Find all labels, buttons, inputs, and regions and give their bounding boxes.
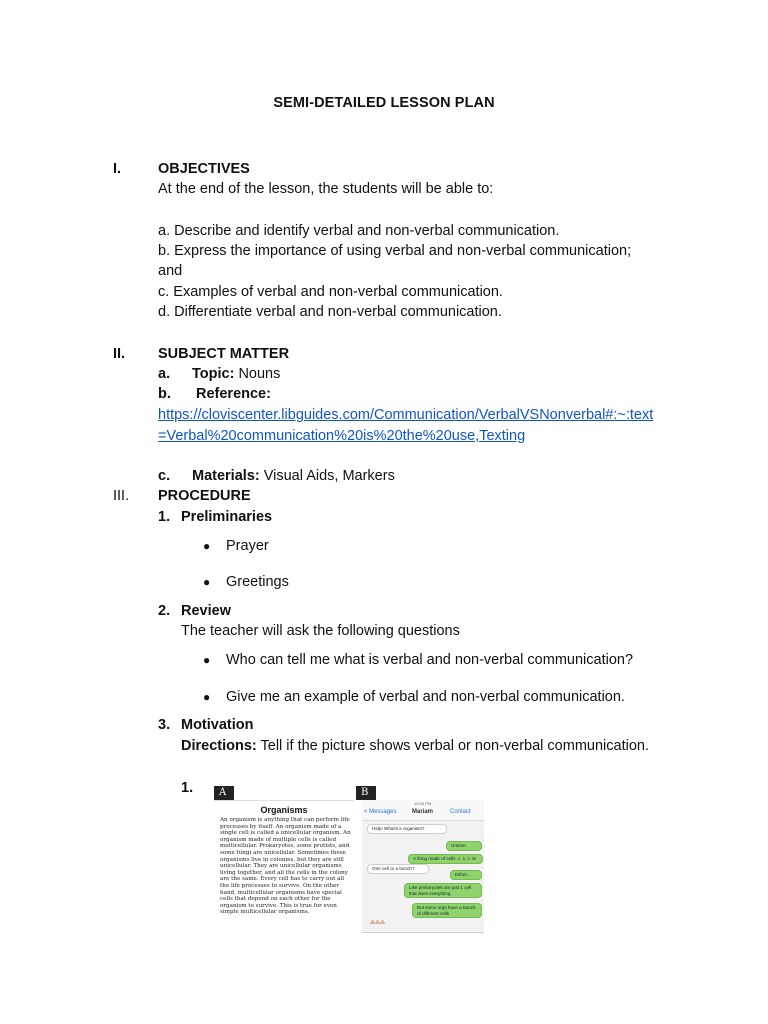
message-bubble: Like prokaryotes are just 1 cell that does everything xyxy=(404,883,482,898)
materials-line xyxy=(192,466,395,486)
objective-item: and xyxy=(158,263,183,279)
reference-link-line-1[interactable]: https://cloviscenter.libguides.com/Communication/VerbalVSNonverbal#:~:text xyxy=(158,407,654,423)
objective-item: d. Differentiate verbal and non-verbal communication. xyxy=(158,304,502,320)
phone-back: < Messages xyxy=(364,809,397,815)
section-numeral-subject-matter: II. xyxy=(113,346,126,362)
objective-item: a. Describe and identify verbal and non-verbal communication. xyxy=(158,223,560,239)
phone-screenshot xyxy=(362,800,484,933)
message-bubble: Ummm xyxy=(446,841,482,851)
objectives-intro: At the end of the lesson, the students will be able to: xyxy=(158,181,494,197)
phone-header xyxy=(362,800,484,821)
phone-time: 10:55 PM xyxy=(414,801,432,806)
phone-footer: ⁂⁂⁂ xyxy=(370,920,385,926)
materials-letter: c. xyxy=(158,468,171,484)
review-question: Give me an example of verbal and non-verbal communication. xyxy=(226,689,625,705)
motivation-number: 3. xyxy=(158,717,171,733)
article-title: Organisms xyxy=(260,805,308,815)
phone-contact-name: Mariam xyxy=(412,809,434,815)
review-intro: The teacher will ask the following questions xyxy=(181,623,460,639)
motivation-directions xyxy=(181,736,649,756)
materials-value: Visual Aids, Markers xyxy=(259,468,395,484)
topic-value: Nouns xyxy=(234,366,281,382)
section-numeral-objectives: I. xyxy=(113,161,122,177)
preliminary-item: Prayer xyxy=(226,538,269,554)
figure-label-b: B xyxy=(356,786,376,800)
bullet-icon: ● xyxy=(203,539,211,553)
directions-label: Directions: xyxy=(181,738,257,754)
section-heading-procedure: PROCEDURE xyxy=(158,488,251,504)
objective-item: c. Examples of verbal and non-verbal communication. xyxy=(158,284,503,300)
materials-label: Materials: xyxy=(192,468,260,484)
message-bubble: One cell or a bunch? xyxy=(367,864,429,874)
motivation-heading: Motivation xyxy=(181,717,254,733)
figure-label-a: A xyxy=(214,786,234,800)
bullet-icon: ● xyxy=(203,653,211,667)
section-heading-subject-matter: SUBJECT MATTER xyxy=(158,346,290,362)
preliminary-item: Greetings xyxy=(226,574,289,590)
topic-letter: a. xyxy=(158,366,171,382)
topic-line xyxy=(192,364,280,384)
article-body: An organism is anything that can perform life processes by itself. An organism made of a single cell is called a unicellular organism. An organism made of multiple cells is called multicellular. Prokaryotes, some protists, and some fungi are unicellular. Sometimes these organisms live in colonies, but they are still unicellular. They are unicellular organisms living together, and all the cells in the colony are the same. Every cell has to carry out all the life processes to survive. On the other hand, multicellular organisms have special cells that depend on each other for the organism to survive. This is true for even simple multicellular organisms. xyxy=(220,817,351,916)
document-title: SEMI-DETAILED LESSON PLAN xyxy=(273,95,495,111)
article-image xyxy=(214,800,354,933)
reference-link-line-2[interactable]: =Verbal%20communication%20is%20the%20use,Texting xyxy=(158,428,526,444)
objective-item: b. Express the importance of using verbal and non-verbal communication; xyxy=(158,243,632,259)
review-question: Who can tell me what is verbal and non-verbal communication? xyxy=(226,652,634,668)
phone-contact-link: Contact xyxy=(450,809,471,815)
directions-text: Tell if the picture shows verbal or non-verbal communication. xyxy=(256,738,649,754)
preliminaries-heading: Preliminaries xyxy=(181,509,273,525)
message-bubble: Either... xyxy=(450,870,482,880)
bullet-icon: ● xyxy=(203,690,211,704)
topic-label: Topic: xyxy=(192,366,235,382)
preliminaries-number: 1. xyxy=(158,509,171,525)
reference-letter: b. xyxy=(158,386,171,402)
message-bubble: A thing made of cells ☺ 1 ☺ le xyxy=(408,854,483,864)
reference-label: Reference: xyxy=(196,386,271,402)
section-heading-objectives: OBJECTIVES xyxy=(158,161,250,177)
review-number: 2. xyxy=(158,603,171,619)
section-numeral-procedure: III. xyxy=(113,488,130,504)
motivation-item-number: 1. xyxy=(181,780,194,796)
bullet-icon: ● xyxy=(203,575,211,589)
message-bubble: But some orgs have a bunch of different cells xyxy=(412,903,482,918)
message-bubble: Help! What's a organism? xyxy=(367,824,447,834)
review-heading: Review xyxy=(181,603,231,619)
